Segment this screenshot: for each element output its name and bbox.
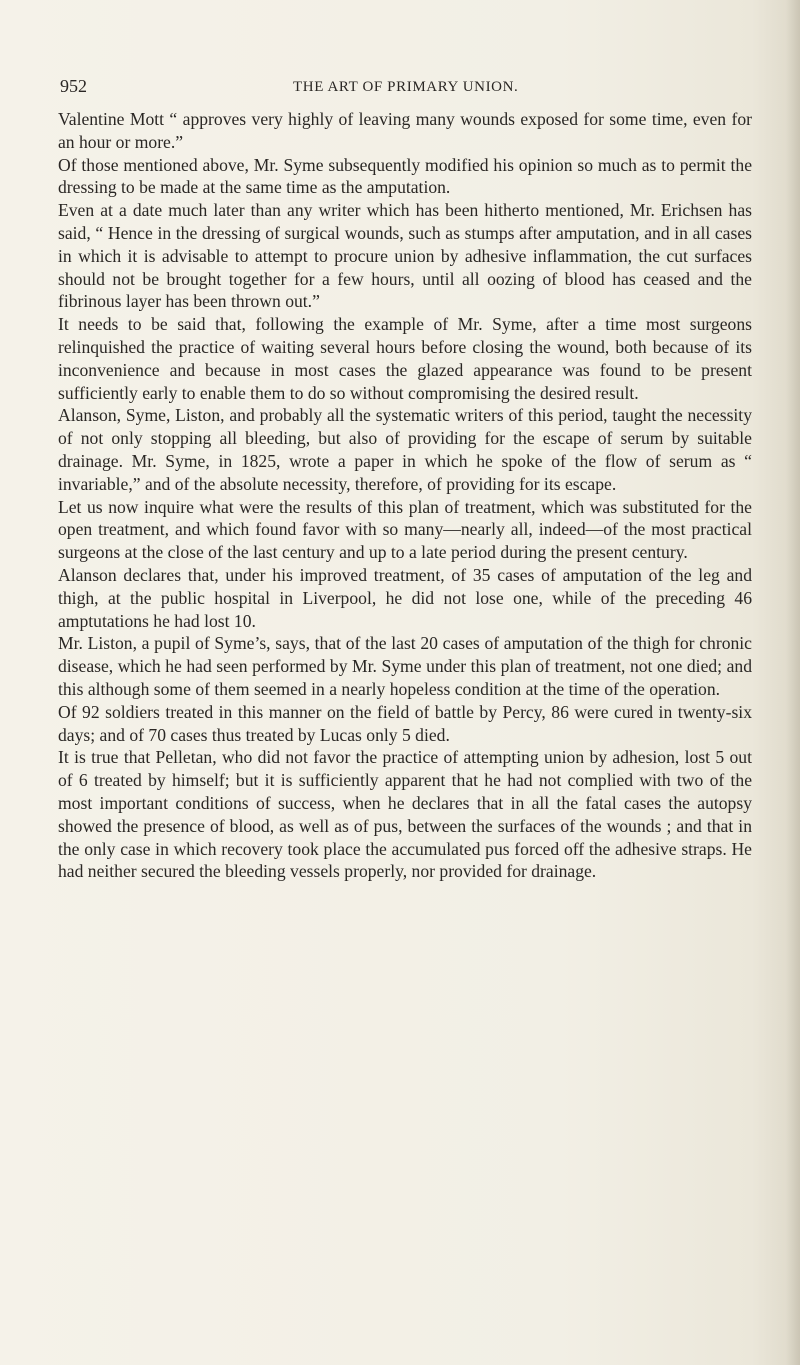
paragraph-10: It is true that Pelletan, who did not favor the practice of attempting union by adhesion, lost 5 out of 6 treated by himself; but it is sufficiently apparent that he had not complied with two of the most important conditions of success, when he declares that in all the fatal cases the autopsy showed the presence of blood, as well as of pus, between the surfaces of the wounds ; and that in the only case in which recovery took place the accumulated pus forced off the adhesive straps. He had neither secured the bleeding vessels properly, nor provided for drainage. — [58, 747, 752, 882]
page-header — [60, 76, 750, 100]
paragraph-1: Valentine Mott “ approves very highly of leaving many wounds exposed for some time, even for an hour or more.” — [58, 109, 752, 152]
paragraph-5: Alanson, Syme, Liston, and probably all the systematic writers of this period, taught the necessity of not only stopping all bleeding, but also of providing for the escape of serum by suitable drainage. Mr. Syme, in 1825, wrote a paper in which he spoke of the flow of serum as “ invariable,” and of the absolute necessity, therefore, of providing for its escape. — [58, 405, 752, 494]
paragraph-6: Let us now inquire what were the results of this plan of treatment, which was substituted for the open treatment, and which found favor with so many—nearly all, indeed—of the most practical surgeons at the close of the last century and up to a late period during the present century. — [58, 496, 752, 563]
body-text — [58, 108, 752, 883]
paragraph-4: It needs to be said that, following the example of Mr. Syme, after a time most surgeons relinquished the practice of waiting several hours before closing the wound, both because of its inconvenience and because in most cases the glazed appearance was found to be present sufficiently early to enable them to do so without compromising the desired result. — [58, 314, 752, 403]
paragraph-3: Even at a date much later than any writer which has been hitherto mentioned, Mr. Erichsen has said, “ Hence in the dressing of surgical wounds, such as stumps after amputation, and in all cases in which it is advisable to attempt to procure union by adhesive inflammation, the cut surfaces should not be brought together for a few hours, until all oozing of blood has ceased and the fibrinous layer has been thrown out.” — [58, 200, 752, 312]
paragraph-9: Of 92 soldiers treated in this manner on the field of battle by Percy, 86 were cured in twenty-six days; and of 70 cases thus treated by Lucas only 5 died. — [58, 701, 752, 745]
page-number: 952 — [60, 76, 87, 96]
paragraph-2: Of those mentioned above, Mr. Syme subsequently modified his opinion so much as to permit the dressing to be made at the same time as the amputation. — [58, 154, 752, 198]
paragraph-7: Alanson declares that, under his improved treatment, of 35 cases of amputation of the leg and thigh, at the public hospital in Liverpool, he did not lose one, while of the preceding 46 amptutations he had lost 10. — [58, 564, 752, 631]
paragraph-8: Mr. Liston, a pupil of Syme’s, says, that of the last 20 cases of amputation of the thigh for chronic disease, which he had seen performed by Mr. Syme under this plan of treatment, not one died; and this although some of them seemed in a nearly hopeless condition at the time of the operation. — [58, 633, 752, 699]
running-head: THE ART OF PRIMARY UNION. — [293, 79, 519, 95]
page-edge-shadow — [786, 0, 800, 1365]
